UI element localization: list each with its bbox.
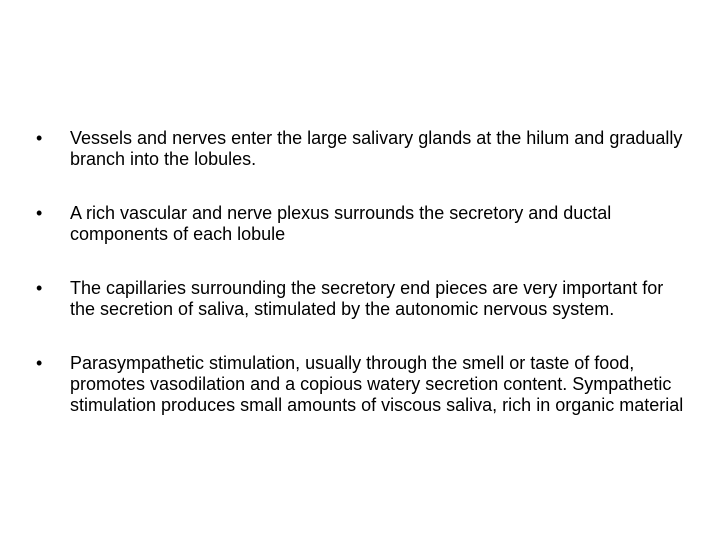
bullet-item-plexus	[36, 203, 684, 245]
bullet-item-stimulation	[36, 353, 684, 416]
bullet-text: A rich vascular and nerve plexus surrounds the secretory and ductal components of each lobule	[70, 203, 612, 244]
bullet-text: Parasympathetic stimulation, usually through the smell or taste of food, promotes vasodilation and a copious watery secretion content. Sympathetic stimulation produces small amounts of viscous saliva, rich in organic material	[70, 353, 684, 415]
bullet-text: Vessels and nerves enter the large salivary glands at the hilum and gradually branch into the lobules.	[70, 128, 683, 169]
bullet-item-vessels-nerves	[36, 128, 684, 170]
bullet-marker: •	[36, 353, 43, 373]
bullet-text: The capillaries surrounding the secretory end pieces are very important for the secretion of saliva, stimulated by the autonomic nervous system.	[70, 278, 664, 319]
bullet-item-capillaries	[36, 278, 684, 320]
bullet-marker: •	[36, 128, 43, 148]
bullet-marker: •	[36, 278, 43, 298]
bullet-list	[36, 128, 684, 449]
bullet-marker: •	[36, 203, 43, 223]
